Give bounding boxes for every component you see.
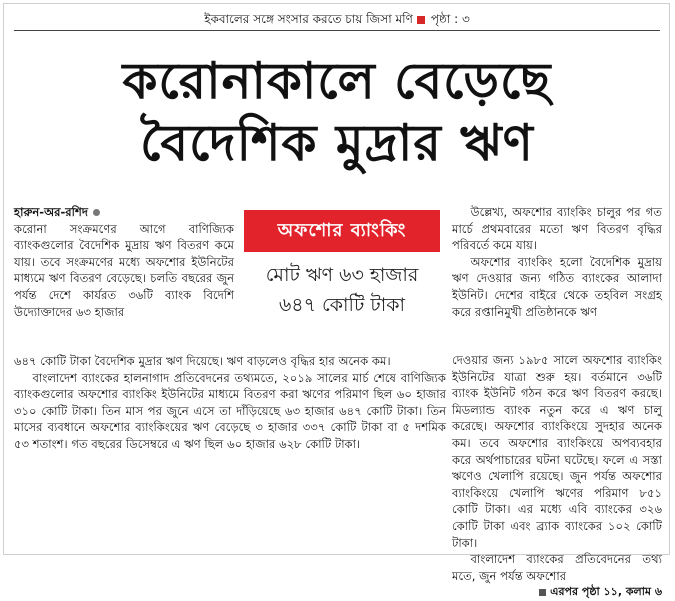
paragraph: অফশোর ব্যাংকিং হলো বৈদেশিক মুদ্রায় ঋণ দেওয়ার জন্য গঠিত ব্যাংকের আলাদা ইউনিট। দেশের বাইরে থেকে তহবিল সংগ্রহ করে রপ্তানিমুখী প্রতিষ্ঠানকে ঋণ [452, 254, 662, 319]
teaser-text[interactable]: ইকবালের সঙ্গে সংসার করতে চায় জিসা মণি [204, 12, 413, 26]
pull-quote [236, 260, 448, 320]
column-3-bottom [452, 352, 662, 601]
byline-name: হারুন-অর-রশিদ [14, 205, 88, 219]
header-rule [14, 30, 660, 31]
pull-quote-line-1: মোট ঋণ ৬৩ হাজার [265, 264, 419, 286]
headline-line-2: বৈদেশিক মুদ্রার ঋণ [140, 114, 534, 172]
column-1 [14, 204, 234, 320]
column-3-top [452, 204, 662, 320]
byline-dot-icon [93, 209, 100, 216]
paragraph: দেওয়ার জন্য ১৯৮৫ সালে অফশোর ব্যাংকিং ইউনিটের যাত্রা শুরু হয়। বর্তমানে ৩৬টি ব্যাংক ইউনিট গঠন করে ঋণ বিতরণ করছে। মিডল্যান্ড ব্যাংক নতুন করে এ ঋণ চালু করেছে। অফশোর ব্যাংকিংয়ে সুদহার অনেক কম। তবে অফশোর ব্যাংকিংয়ে অপব্যবহার করে অর্থপাচারের ঘটনা ঘটেছে। ফলে এ সস্তা ঋণেও খেলাপি রয়েছে। জুন পর্যন্ত অফশোর ব্যাংকিংয়ে খেলাপি ঋণের পরিমাণ ৮৫১ কোটি টাকা। এর মধ্যে এবি ব্যাংকের ৩২৬ কোটি টাকা এবং ব্র্যাক ব্যাংকের ১০২ কোটি টাকা। [452, 353, 662, 550]
kicker-label: অফশোর ব্যাংকিং [244, 210, 440, 252]
paragraph: ৬৪৭ কোটি টাকা বৈদেশিক মুদ্রার ঋণ দিয়েছে। ঋণ বাড়লেও বৃদ্ধির হার অনেক কম। [14, 354, 391, 368]
continuation-text: এরপর পৃষ্ঠা ১১, কলাম ৬ [550, 585, 662, 599]
byline [14, 204, 234, 221]
page-label: পৃষ্ঠা : ৩ [430, 12, 470, 26]
column-wide [14, 353, 446, 453]
square-bullet-icon [539, 589, 546, 596]
paragraph: উল্লেখ্য, অফশোর ব্যাংকিং চালুর পর গত মার্চে প্রথমবারের মতো ঋণ বিতরণ বৃদ্ধির পরিবর্তে কমে যায়। [452, 205, 662, 253]
square-bullet-icon [417, 16, 425, 24]
headline-line-1: করোনাকালে বেড়েছে [122, 52, 552, 110]
paragraph: বাংলাদেশ ব্যাংকের হালনাগাদ প্রতিবেদনের তথ্যমতে, ২০১৯ সালের মার্চ শেষে বাণিজ্যিক ব্যাংকগুলোর অফশোর ব্যাংকিং ইউনিটের মাধ্যমে বিতরণ করা ঋণের পরিমাণ ছিল ৬০ হাজার ৩১০ কোটি টাকা। তিন মাস পর জুনে এসে তা দাঁড়িয়েছে ৬৩ হাজার ৬৪৭ কোটি টাকা। তিন মাসের ব্যবধানে অফশোর ব্যাংকিংয়ের ঋণ বেড়েছে ৩ হাজার ৩৩৭ কোটি টাকা বা ৫ দশমিক ৫৩ শতাংশ। গত বছরের ডিসেম্বরে এ ঋণ ছিল ৬০ হাজার ৬২৮ কোটি টাকা। [14, 370, 446, 451]
paragraph: করোনা সংক্রমণের আগে বাণিজ্যিক ব্যাংকগুলোর বৈদেশিক মুদ্রায় ঋণ বিতরণ কমে যায়। তবে সংক্রমণের মধ্যে অফশোর ইউনিটের মাধ্যমে ঋণ বিতরণ বেড়েছে। চলতি বছরের জুন পর্যন্ত দেশে কার্যরত ৩৬টি ব্যাংক বিদেশি উদ্যোক্তাদের ৬৩ হাজার [14, 221, 234, 319]
page-header [14, 10, 660, 28]
pull-quote-line-2: ৬৪৭ কোটি টাকা [278, 294, 406, 316]
paragraph: বাংলাদেশ ব্যাংকের প্রতিবেদনের তথ্য মতে, জুন পর্যন্ত অফশোর [452, 552, 662, 583]
continuation-note[interactable] [452, 584, 662, 601]
